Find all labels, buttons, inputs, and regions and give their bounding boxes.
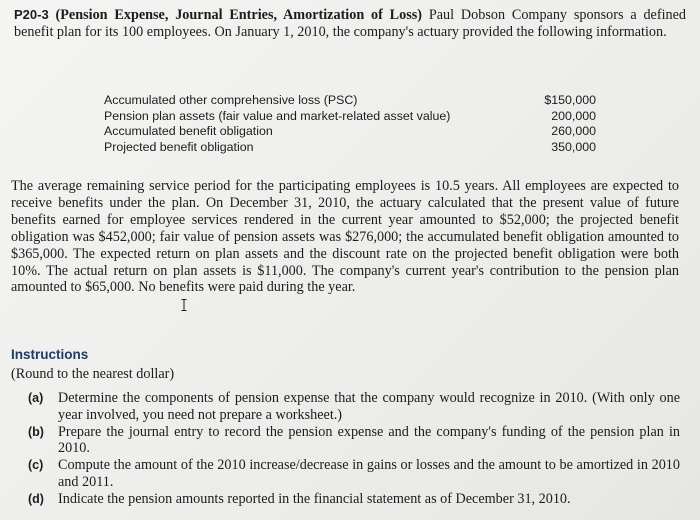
data-label: Accumulated benefit obligation — [104, 124, 273, 138]
instructions-note: (Round to the nearest dollar) — [11, 366, 175, 382]
data-row — [104, 140, 596, 156]
actuary-data-table — [104, 93, 596, 155]
instruction-label: (a) — [28, 391, 44, 405]
instruction-text: Prepare the journal entry to record the pension expense and the company's funding of the pension plan in 2010. — [58, 423, 680, 457]
instruction-item — [28, 390, 680, 424]
problem-id: P20-3 — [14, 7, 49, 22]
data-row — [104, 109, 596, 125]
instruction-text: Compute the amount of the 2010 increase/decrease in gains or losses and the amount to be amortized in 2010 and 2011. — [58, 457, 680, 490]
instruction-label: (d) — [28, 491, 44, 506]
instructions-list — [28, 390, 680, 508]
data-label: Pension plan assets (fair value and market-related asset value) — [104, 108, 451, 123]
data-row — [104, 93, 596, 109]
data-amount: $150,000 — [544, 93, 596, 107]
problem-title: (Pension Expense, Journal Entries, Amortization of Loss) — [55, 7, 423, 23]
instruction-item — [28, 424, 680, 458]
data-label: Accumulated other comprehensive loss (PSC) — [104, 93, 358, 107]
instruction-label: (b) — [28, 424, 44, 439]
data-amount: 200,000 — [551, 108, 596, 123]
text-cursor-icon — [181, 299, 187, 311]
data-row — [104, 124, 596, 140]
instruction-text: Indicate the pension amounts reported in the financial statement as of December 31, 2010. — [58, 490, 571, 507]
scenario-paragraph: The average remaining service period for the participating employees is 10.5 years. All employees are expected to receive benefits under the plan. On December 31, 2010, the actuary calculated that the present value of future benefits earned for employee services rendered in the current year amounted to $52,000; the projected benefit obligation was $452,000; fair value of pension assets was $276,000; the accumulated benefit obligation amounted to $365,000. The expected return on plan assets and the discount rate on the projected benefit obligation were both 10%. The actual return on plan assets is $11,000. The company's current year's contribution to the pension plan amounted to $65,000. No benefits were paid during the year. — [11, 178, 679, 296]
problem-header — [14, 6, 686, 41]
instruction-label: (c) — [28, 458, 44, 473]
data-amount: 350,000 — [551, 139, 596, 154]
problem-intro: Paul Dobson Company sponsors a defined benefit plan for its 100 employees. On January 1, 2010, the company's actuary provided the following information. — [14, 7, 687, 40]
instruction-item — [28, 457, 680, 491]
instructions-heading: Instructions — [11, 347, 89, 362]
instruction-item — [28, 491, 680, 508]
data-label: Projected benefit obligation — [104, 139, 254, 154]
instruction-text: Determine the components of pension expense that the company would recognize in 2010. (With only one year involved, you need not prepare a worksheet.) — [58, 390, 680, 423]
data-amount: 260,000 — [551, 124, 596, 138]
